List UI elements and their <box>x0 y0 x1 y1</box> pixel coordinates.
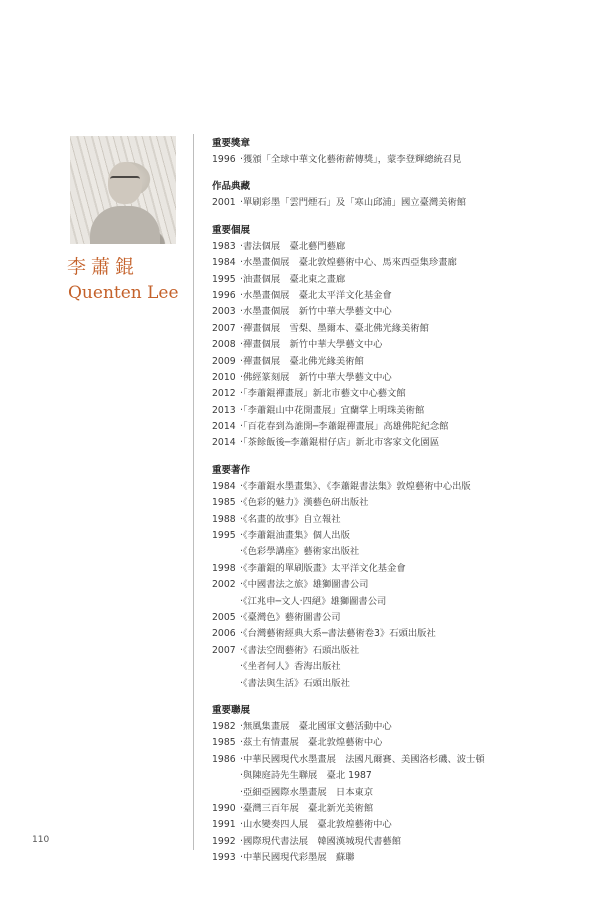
section-gap <box>212 692 582 703</box>
section-title: 重要個展 <box>212 224 251 236</box>
bio-entry <box>212 801 582 817</box>
entry-text: ‧《色彩的魅力》漢藝色研出版社 <box>240 497 369 509</box>
entry-text: ‧《書法空間藝術》石頭出版社 <box>240 644 360 656</box>
bio-entry <box>212 735 582 751</box>
vertical-divider <box>193 134 194 850</box>
entry-text: ‧《色彩學講座》藝術家出版社 <box>240 546 360 558</box>
portrait-glasses <box>110 176 140 185</box>
entry-text: ‧《李蕭錕油畫集》個人出版 <box>240 530 350 542</box>
bio-entry <box>212 272 582 288</box>
entry-text: ‧「李蕭錕山中花開畫展」宜蘭掌上明珠美術館 <box>240 404 425 416</box>
entry-text: ‧《臺灣色》藝術圖書公司 <box>240 611 341 623</box>
bio-entry <box>212 594 582 610</box>
bio-entry <box>212 528 582 544</box>
bio-entry <box>212 834 582 850</box>
entry-year: 1986 <box>212 753 236 765</box>
bio-section <box>212 223 582 452</box>
bio-entry <box>212 544 582 560</box>
entry-text: ‧禪畫個展 新竹中華大學藝文中心 <box>240 339 383 351</box>
entry-text: ‧佛經篆刻展 新竹中華大學藝文中心 <box>240 371 392 383</box>
section-gap <box>212 168 582 179</box>
entry-year: 1982 <box>212 720 236 732</box>
entry-year: 1995 <box>212 273 236 285</box>
bio-section <box>212 703 582 867</box>
entry-text: ‧《李蕭錕的單刷版畫》太平洋文化基金會 <box>240 562 406 574</box>
entry-year: 1984 <box>212 257 236 269</box>
entry-year: 1998 <box>212 562 236 574</box>
bio-section <box>212 463 582 692</box>
entry-year: 2010 <box>212 371 236 383</box>
entry-text: ‧中華民國現代水墨畫展 法國凡爾賽、美國洛杉磯、波士頓 <box>240 753 485 765</box>
bio-entry <box>212 403 582 419</box>
bio-entry <box>212 479 582 495</box>
entry-year: 2014 <box>212 437 236 449</box>
entry-year <box>212 544 240 560</box>
entry-year: 1996 <box>212 154 236 165</box>
entry-text: ‧「茶餘飯後─李蕭錕柑仔店」新北市客家文化園區 <box>240 437 440 449</box>
bio-entry <box>212 659 582 675</box>
entry-text: ‧書法個展 臺北藝門藝廊 <box>240 240 346 252</box>
entry-year: 1985 <box>212 737 236 749</box>
entry-year <box>212 594 240 610</box>
entry-year: 1993 <box>212 852 236 864</box>
bio-entry <box>212 512 582 528</box>
entry-text: ‧山水變奏四人展 臺北敦煌藝術中心 <box>240 819 392 831</box>
entry-year: 1996 <box>212 289 236 301</box>
artist-name-chinese: 李蕭錕 <box>67 256 140 278</box>
bio-entry <box>212 768 582 784</box>
entry-year: 1988 <box>212 513 236 525</box>
section-title: 重要聯展 <box>212 704 251 716</box>
bio-section <box>212 179 582 211</box>
entry-text: ‧「李蕭錕禪畫展」新北市藝文中心藝文館 <box>240 388 406 400</box>
entry-year: 1991 <box>212 819 236 831</box>
entry-year <box>212 785 240 801</box>
bio-entry <box>212 321 582 337</box>
entry-text: ‧「百花春到為誰開─李蕭錕禪畫展」高雄佛陀紀念館 <box>240 421 449 433</box>
entry-year <box>212 676 240 692</box>
bio-entry <box>212 386 582 402</box>
entry-year: 2007 <box>212 322 236 334</box>
biography-content <box>212 136 582 866</box>
bio-entry <box>212 419 582 435</box>
bio-entry <box>212 610 582 626</box>
entry-year: 2009 <box>212 355 236 367</box>
entry-year: 2014 <box>212 421 236 433</box>
bio-section <box>212 136 582 168</box>
section-gap <box>212 212 582 223</box>
bio-entry <box>212 561 582 577</box>
entry-text: ‧獲頒「全球中華文化藝術薪傳獎」，蒙李登輝總統召見 <box>240 154 462 165</box>
bio-entry <box>212 337 582 353</box>
entry-year <box>212 768 240 784</box>
bio-entry <box>212 304 582 320</box>
entry-text: ‧茲土有情畫展 臺北敦煌藝術中心 <box>240 737 383 749</box>
entry-text: ‧水墨畫個展 新竹中華大學藝文中心 <box>240 306 392 318</box>
entry-text: ‧水墨畫個展 臺北敦煌藝術中心、馬來西亞集珍畫廊 <box>240 257 457 269</box>
entry-text: ‧《李蕭錕水墨畫集》、《李蕭錕書法集》敦煌藝術中心出版 <box>240 480 471 492</box>
entry-text: ‧國際現代書法展 韓國漢城現代書藝館 <box>240 835 402 847</box>
entry-text: ‧《江兆申─文人‧四絕》雄獅圖書公司 <box>240 595 387 607</box>
entry-year: 1992 <box>212 835 236 847</box>
entry-text: ‧亞細亞國際水墨畫展 日本東京 <box>240 786 374 798</box>
entry-year: 2001 <box>212 197 236 209</box>
entry-text: ‧《台灣藝術經典大系─書法藝術卷3》石頭出版社 <box>240 628 436 640</box>
entry-text: ‧單刷彩墨「雲門煙石」及「寒山邱浦」國立臺灣美術館 <box>240 197 467 209</box>
entry-year: 1990 <box>212 802 236 814</box>
bio-entry <box>212 719 582 735</box>
entry-text: ‧中華民國現代彩墨展 蘇聯 <box>240 852 355 864</box>
page-number: 110 <box>32 835 50 845</box>
entry-year: 2008 <box>212 339 236 351</box>
entry-year: 1995 <box>212 530 236 542</box>
entry-text: ‧油畫個展 臺北東之畫廊 <box>240 273 346 285</box>
portrait-body <box>90 206 160 244</box>
entry-text: ‧禪畫個展 雪梨、墨爾本、臺北佛光緣美術館 <box>240 322 429 334</box>
bio-entry <box>212 288 582 304</box>
bio-entry <box>212 626 582 642</box>
entry-text: ‧《書法與生活》石頭出版社 <box>240 677 350 689</box>
entry-year: 1984 <box>212 480 236 492</box>
entry-year: 2007 <box>212 644 236 656</box>
bio-entry <box>212 676 582 692</box>
bio-entry <box>212 785 582 801</box>
entry-year: 1983 <box>212 240 236 252</box>
bio-entry <box>212 354 582 370</box>
entry-year: 2013 <box>212 404 236 416</box>
artist-portrait <box>70 136 176 244</box>
bio-entry <box>212 850 582 866</box>
section-title: 作品典藏 <box>212 181 251 193</box>
bio-entry <box>212 152 582 168</box>
bio-entry <box>212 255 582 271</box>
entry-year: 2012 <box>212 388 236 400</box>
entry-text: ‧《名畫的故事》自立報社 <box>240 513 341 525</box>
bio-entry <box>212 195 582 211</box>
section-gap <box>212 452 582 463</box>
bio-entry <box>212 817 582 833</box>
bio-entry <box>212 435 582 451</box>
entry-text: ‧臺灣三百年展 臺北新光美術館 <box>240 802 374 814</box>
entry-text: ‧《坐者何人》香海出版社 <box>240 661 341 673</box>
section-title: 重要獎章 <box>212 138 251 149</box>
entry-text: ‧與陳庭詩先生聯展 臺北 1987 <box>240 770 372 782</box>
bio-entry <box>212 370 582 386</box>
entry-year <box>212 659 240 675</box>
entry-text: ‧無風集畫展 臺北國軍文藝活動中心 <box>240 720 392 732</box>
entry-year: 2006 <box>212 628 236 640</box>
bio-entry <box>212 752 582 768</box>
entry-year: 1985 <box>212 497 236 509</box>
entry-year: 2003 <box>212 306 236 318</box>
entry-year: 2005 <box>212 611 236 623</box>
bio-entry <box>212 239 582 255</box>
entry-year: 2002 <box>212 579 236 591</box>
bio-entry <box>212 495 582 511</box>
entry-text: ‧禪畫個展 臺北佛光緣美術館 <box>240 355 364 367</box>
section-title: 重要著作 <box>212 464 251 476</box>
bio-entry <box>212 577 582 593</box>
bio-entry <box>212 643 582 659</box>
artist-name-english: Quenten Lee <box>68 283 179 303</box>
entry-text: ‧水墨畫個展 臺北太平洋文化基金會 <box>240 289 392 301</box>
entry-text: ‧《中國書法之旅》雄獅圖書公司 <box>240 579 369 591</box>
